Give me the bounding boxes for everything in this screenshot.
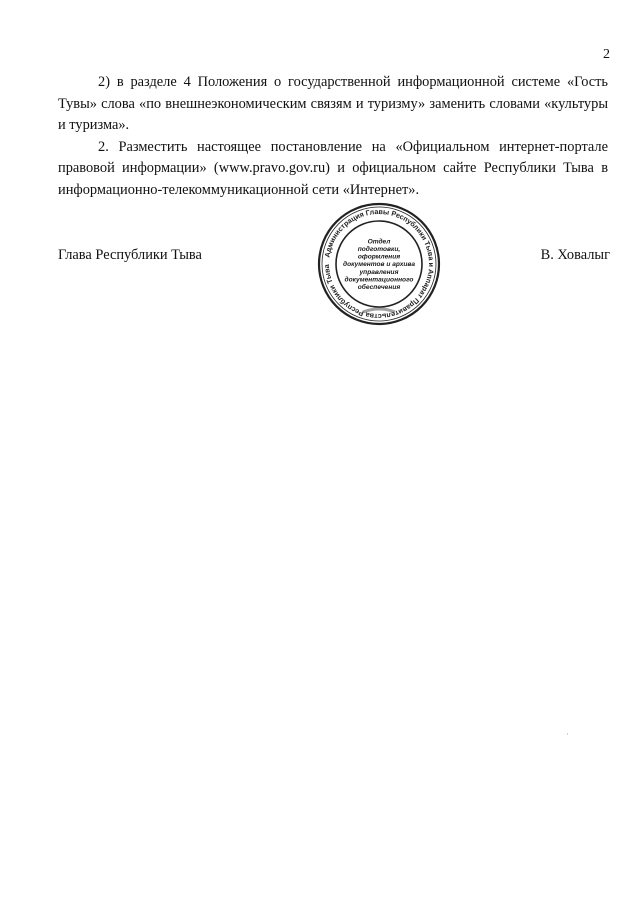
stamp-center-text (343, 237, 415, 291)
scan-speck (567, 733, 568, 735)
stamp-seal-icon (315, 200, 443, 328)
signature-position: Глава Республики Тыва (58, 247, 202, 263)
paragraph-2: 2. Разместить настоящее постановление на «Официальном интернет-портале правовой информации» (www.pravo.gov.ru) и официальном сайте Республики Тыва в информационно-телекоммуникационной сети «Интернет». (58, 138, 608, 198)
stamp-center-line: управления (359, 268, 399, 276)
stamp-center-line: Отдел (367, 238, 391, 246)
stamp-center-line: документационного (344, 276, 414, 284)
stamp-outer-text: Администрация Главы Республики Тыва и Аппарат Правительства Республики Тыва (321, 206, 437, 322)
official-stamp (315, 200, 443, 328)
paragraph-1: 2) в разделе 4 Положения о государственной информационной системе «Гость Тувы» слова «по внешнеэкономическим связям и туризму» заменить словами «культуры и туризма». (58, 74, 608, 133)
signature-name: В. Ховалыг (540, 247, 610, 263)
stamp-center-line: документов и архива (343, 261, 415, 269)
page-number: 2 (603, 47, 610, 62)
document-body (58, 72, 608, 201)
stamp-center-line: оформления (357, 253, 401, 261)
stamp-center-line: обеспечения (357, 284, 401, 291)
stamp-center-line: подготовки, (357, 246, 401, 253)
